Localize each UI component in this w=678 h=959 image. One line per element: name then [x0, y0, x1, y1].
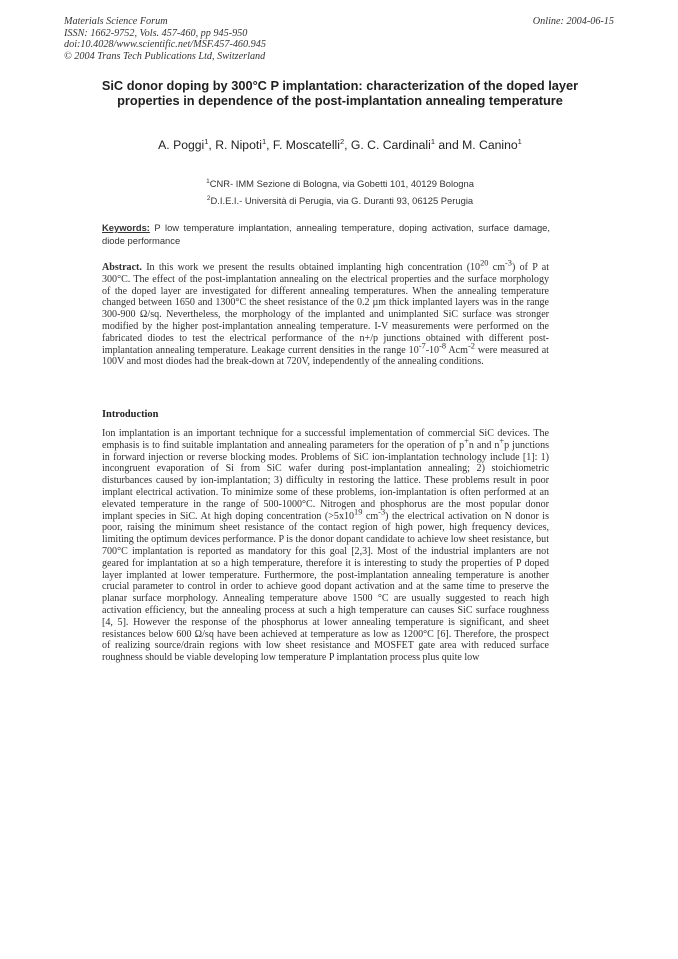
keywords-text: P low temperature implantation, annealing temperature, doping activation, surface damage, diode performance — [102, 222, 550, 246]
journal-name: Materials Science Forum — [64, 16, 168, 27]
abstract-exponent: -7 — [418, 341, 426, 351]
abstract — [102, 258, 550, 368]
abstract-text: Acm — [446, 344, 468, 356]
intro-text: Ion implantation is an important technique for a successful implementation of commercial SiC devices. The emphasis is to find suitable implantation and annealing parameters for the operation of p — [102, 428, 549, 451]
journal-header — [64, 16, 266, 62]
journal-doi[interactable]: doi:10.4028/www.scientific.net/MSF.457-460.945 — [64, 39, 266, 51]
author-name: M. Canino — [462, 138, 518, 152]
affiliation-text: D.I.E.I.- Università di Perugia, via G. Duranti 93, 06125 Perugia — [210, 195, 474, 206]
intro-superscript: + — [499, 436, 505, 446]
author-conjunction: and — [435, 138, 463, 152]
intro-superscript: + — [464, 436, 469, 446]
affiliation-mark: 1 — [206, 177, 210, 185]
author-affiliation-mark: 2 — [339, 136, 345, 146]
author-name: F. Moscatelli — [272, 138, 340, 152]
introduction-paragraph — [102, 428, 549, 664]
online-date: Online: 2004-06-15 — [532, 16, 614, 27]
affiliation-mark: 2 — [206, 194, 211, 202]
intro-superscript: -3 — [378, 507, 386, 517]
author-separator: , — [208, 138, 216, 152]
introduction-heading: Introduction — [102, 409, 159, 420]
author-name: R. Nipoti — [215, 138, 262, 152]
journal-copyright: © 2004 Trans Tech Publications Ltd, Switzerland — [64, 50, 266, 62]
keywords — [102, 222, 550, 247]
abstract-exponent: -3 — [505, 258, 512, 268]
intro-text: n and n — [468, 439, 500, 451]
author-separator: , — [344, 138, 351, 152]
paper-title: SiC donor doping by 300°C P implantation: characterization of the doped layer properties in dependence of the post-implantation annealing temperature — [101, 78, 579, 109]
author-affiliation-mark: 1 — [430, 136, 435, 146]
author-affiliation-mark: 1 — [517, 136, 522, 146]
author-name: G. C. Cardinali — [350, 138, 431, 152]
abstract-label: Abstract. — [102, 262, 142, 273]
abstract-exponent: -2 — [467, 341, 475, 351]
author-affiliation-mark: 1 — [204, 136, 209, 146]
intro-text: p junctions in forward injection or reverse blocking modes. Problems of SiC ion-implantation technology include [1]: 1) incongruent evaporation of Si from SiC wafer during post-implantation annealing; 2) stoichiometric disturbances caused by ion-implantation; 3) difficulty in restoring the lattice. These problems result in poor implant electrical activation. To minimize some of these problems, ion-implantation is often performed at an elevated temperature in the range of 500-1000°C. Nitrogen and phosphorus are the most popular donor implant species in SiC. At high doping concentration (>5x10 — [102, 439, 550, 522]
intro-text: cm — [362, 510, 379, 522]
keywords-label: Keywords: — [102, 222, 150, 233]
intro-superscript: 19 — [354, 507, 363, 517]
affiliation-1 — [80, 178, 600, 189]
abstract-text: In this work we present the results obtained implanting high concentration (10 — [146, 262, 481, 273]
intro-text: ) the electrical activation on N donor is poor, raising the minimum sheet resistance of the contact region of high power, high frequency devices, limiting the optimum devices performance. P is the donor dopant candidate to achieve low sheet resistance, but 700°C implantation is reported as mandatory for this goal [2,3]. Most of the industrial implanters are not geared for implantation at so a high temperature, therefore it is interesting to study the properties of P doped layer implanted at lower temperature. Furthermore, the post-implantation annealing temperature is another crucial parameter to control in order to achieve good dopant activation and at the same time to preserve the planar surface morphology. Annealing temperature above 1500 °C are usually suggested to reach high activation efficiency, but the annealing process at such a high temperature can causes SiC surface roughness [4, 5]. However the response of the phosphorus at lower annealing temperature is significant, and sheet resistances below 600 Ω/sq have been achieved at temperature as low as 1200°C [6]. Therefore, the prospect of realizing source/drain regions with low sheet resistance and MOSFET gate area with reduced surface roughness should be viable developing low temperature P implantation process plus quite low — [102, 510, 549, 664]
abstract-text: cm — [488, 262, 506, 273]
author-name: A. Poggi — [158, 138, 205, 152]
abstract-text: -10 — [425, 344, 440, 356]
abstract-text: ) of P at 300°C. The effect of the post-implantation annealing on the electrical properties and the surface morphology of the doped layer are investigated for different annealing temperatures. When the annealing temperature changed between 1650 and 1300°C the sheet resistance of the 0.2 µm thick implanted layers was in the range 300-900 Ω/sq. Nevertheless, the morphology of the implanted and unimplanted SiC surface was stronger modified by the higher post-implantation annealing temperature. I-V measurements were performed on the fabricated diodes to test the electrical performance of the n+/p junctions obtained with different post-implantation annealing temperature. Leakage current densities in the range 10 — [102, 262, 550, 356]
author-list — [80, 138, 600, 152]
introduction-body — [102, 428, 549, 664]
journal-issn: ISSN: 1662-9752, Vols. 457-460, pp 945-950 — [64, 27, 248, 39]
abstract-exponent: -8 — [439, 341, 447, 351]
affiliation-text: CNR- IMM Sezione di Bologna, via Gobetti 101, 40129 Bologna — [209, 178, 474, 189]
abstract-exponent: 20 — [480, 258, 489, 268]
author-affiliation-mark: 1 — [261, 136, 267, 146]
affiliation-2 — [80, 195, 600, 206]
abstract-text: were measured at 100V and most diodes had the break-down at 720V, independently of the annealing conditions. — [102, 344, 549, 368]
author-separator: , — [266, 138, 273, 152]
